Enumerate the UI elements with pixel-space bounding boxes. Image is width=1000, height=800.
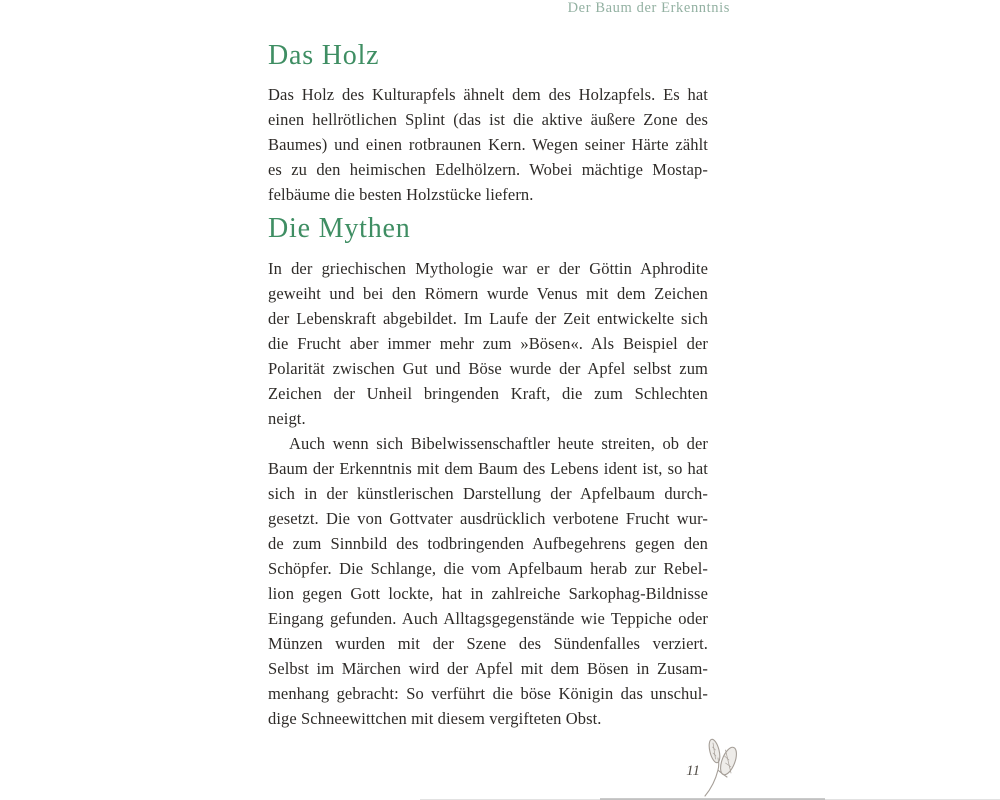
text-line: dige Schneewittchen mit diesem vergifteten Obst. [268, 709, 602, 728]
text-line: die Frucht aber immer mehr zum »Bösen«. Als Beispiel der [268, 334, 708, 353]
text-line: sich in der künstlerischen Darstellung der Apfelbaum durch- [268, 484, 708, 503]
paragraph-mythen-1 [268, 256, 708, 431]
text-line: Baumes) und einen rotbraunen Kern. Wegen seiner Härte zählt [268, 135, 708, 154]
text-line: lion gegen Gott lockte, hat in zahlreiche Sarkophag-Bildnisse [268, 584, 708, 603]
text-line: neigt. [268, 409, 306, 428]
text-line: Selbst im Märchen wird der Apfel mit dem Bösen in Zusam- [268, 659, 708, 678]
text-line: Auch wenn sich Bibelwissenschaftler heute streiten, ob der [289, 434, 708, 453]
text-line: de zum Sinnbild des todbringenden Aufbegehrens gegen den [268, 534, 708, 553]
text-line: Münzen wurden mit der Szene des Sündenfalles verziert. [268, 634, 708, 653]
paragraph-das-holz [268, 82, 708, 207]
text-line: gesetzt. Die von Gottvater ausdrücklich verbotene Frucht wur- [268, 509, 708, 528]
text-line: Zeichen der Unheil bringenden Kraft, die zum Schlechten [268, 384, 708, 403]
leaf-sprig-icon [701, 736, 741, 800]
text-line: felbäume die besten Holzstücke liefern. [268, 185, 534, 204]
text-line: Das Holz des Kulturapfels ähnelt dem des Holzapfels. Es hat [268, 85, 708, 104]
text-line: In der griechischen Mythologie war er der Göttin Aphrodite [268, 259, 708, 278]
text-line: es zu den heimischen Edelhölzern. Wobei mächtige Mostap- [268, 160, 708, 179]
text-line: der Lebenskraft abgebildet. Im Laufe der Zeit entwickelte sich [268, 309, 708, 328]
section-heading-die-mythen: Die Mythen [268, 213, 411, 244]
text-line: Eingang gefunden. Auch Alltagsgegenstände wie Teppiche oder [268, 609, 708, 628]
text-line: Baum der Erkenntnis mit dem Baum des Lebens ident ist, so hat [268, 459, 708, 478]
text-line: Schöpfer. Die Schlange, die vom Apfelbaum herab zur Rebel- [268, 559, 708, 578]
section-heading-das-holz: Das Holz [268, 40, 380, 71]
page-number: 11 [686, 763, 700, 779]
running-header: Der Baum der Erkenntnis [567, 0, 730, 16]
text-line: Polarität zwischen Gut und Böse wurde der Apfel selbst zum [268, 359, 708, 378]
paragraph-mythen-2 [268, 431, 708, 731]
text-line: einen hellrötlichen Splint (das ist die aktive äußere Zone des [268, 110, 708, 129]
text-line: menhang gebracht: So verführt die böse Königin das unschul- [268, 684, 708, 703]
text-line: geweiht und bei den Römern wurde Venus mit dem Zeichen [268, 284, 708, 303]
paragraphs-die-mythen [268, 256, 708, 731]
